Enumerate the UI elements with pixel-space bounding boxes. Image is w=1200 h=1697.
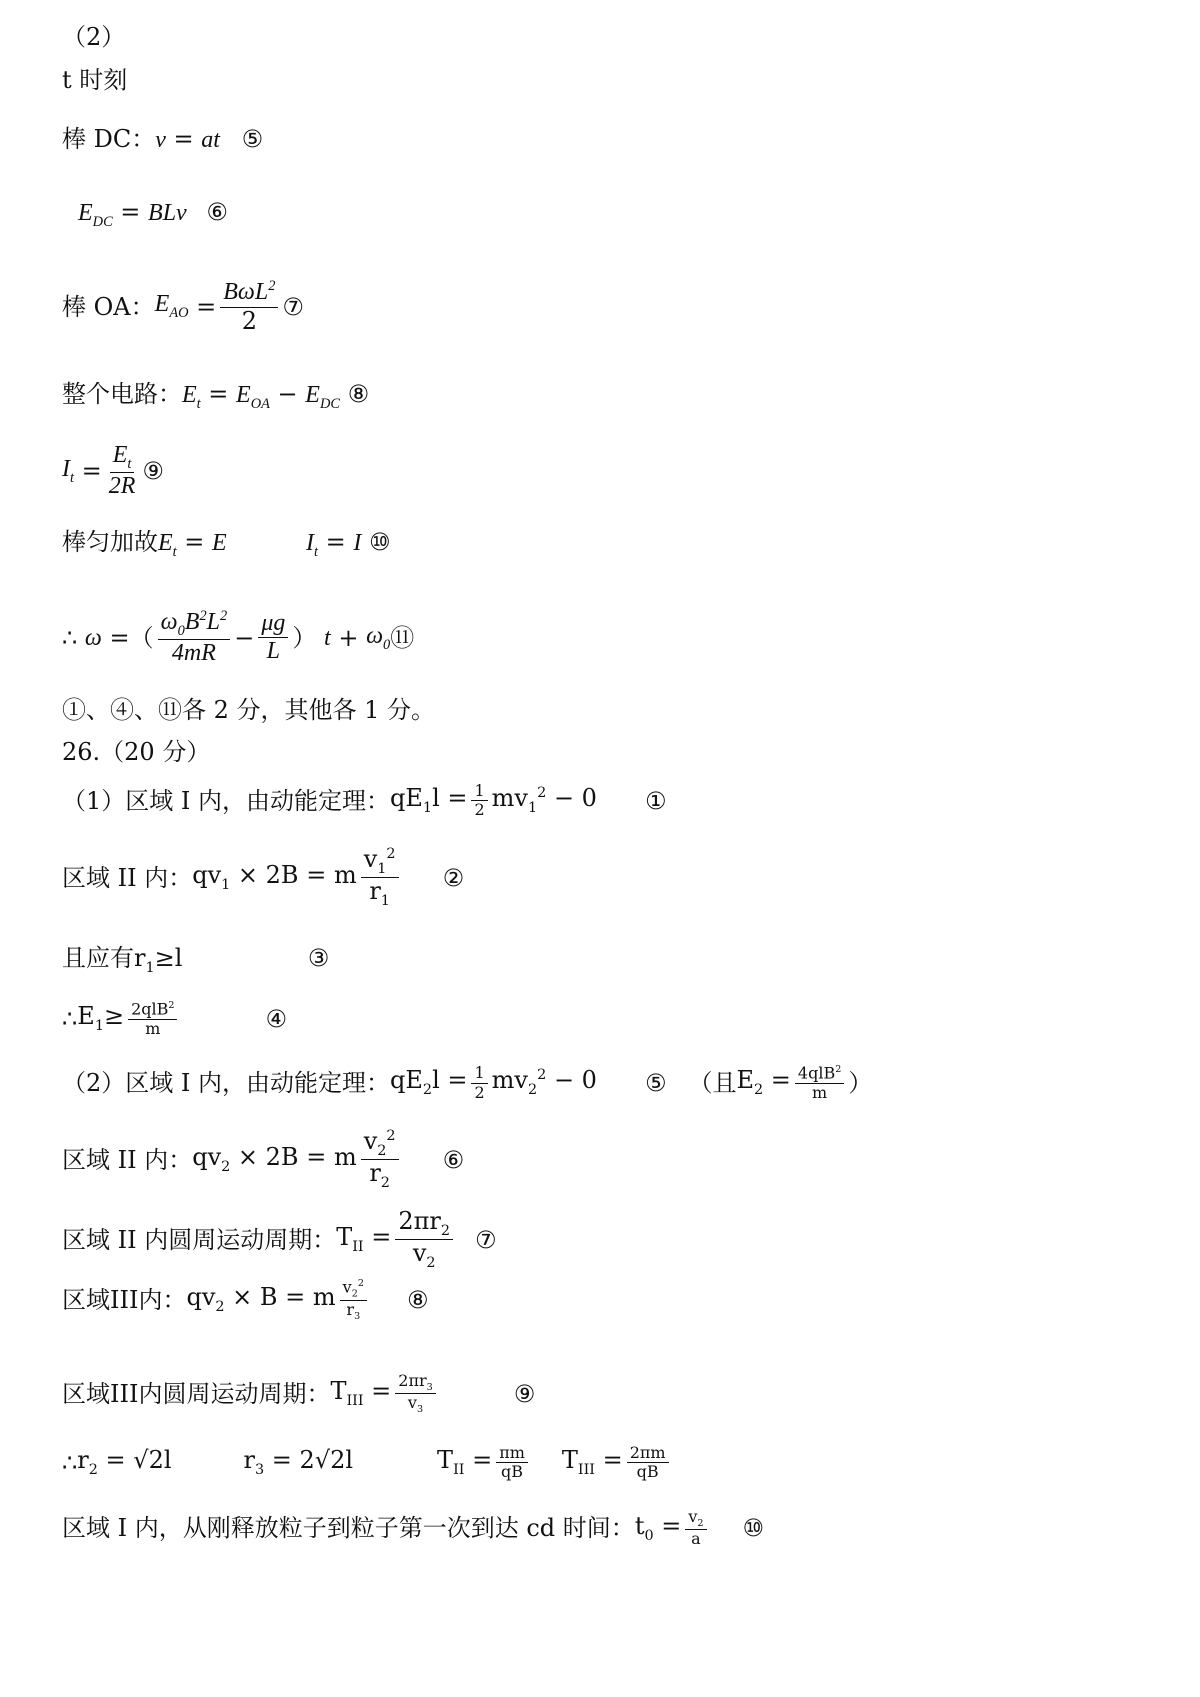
- mark-b10: ⑩: [742, 1514, 765, 1543]
- mark-10: ⑩: [369, 528, 391, 556]
- eq-q26-work-energy-2: （2）区域 I 内，由动能定理： $qE_2l$ = $\frac{1}{2}$ $mv_2^2 - 0$ ⑤ （且 $E_2$ = $\frac{4qlB^2}{m}$ ）: [62, 1063, 873, 1102]
- eq-period-region2: 区域 II 内圆周运动周期： $T_{II}$ = $\frac{2\pi r_2}{v_2}$ ⑦: [62, 1207, 497, 1272]
- eq-results: ∴ $r_2 = √2l$ $r_3 = 2√2l$ $T_{II}$ = $\frac{\pi m}{qB}$ $T_{III}$ = $\frac{2\pi m}{qB}$: [62, 1444, 673, 1482]
- eq-rod-dc-velocity: 棒 DC：v = at ⑤: [62, 125, 264, 153]
- eq-emf-oa: 棒 OA： $E_{AO}$ = $\frac{B\omega L^2}{2}$ ⑦: [62, 278, 304, 335]
- eq-period-region3: 区域III内圆周运动周期： $T_{III}$ = $\frac{2\pi r_3}{v_3}$ ⑨: [62, 1371, 536, 1416]
- eq-emf-dc: $E_{DC}$ = BLv ⑥: [78, 198, 228, 230]
- mark-b8: ⑧: [406, 1285, 429, 1314]
- mark-b6: ⑥: [442, 1145, 465, 1174]
- eq-current: $I_t$ = $\frac{E_t}{2R}$ ⑨: [62, 442, 164, 500]
- eq-uniform-accel: 棒匀加故$E_t = E$ $I_t = I$ ⑩: [62, 528, 391, 560]
- mark-b3: ③: [307, 944, 330, 972]
- mark-11: ⑪: [390, 623, 415, 652]
- mark-b5: ⑤: [644, 1069, 667, 1098]
- mark-5: ⑤: [241, 125, 264, 153]
- mark-6: ⑥: [206, 198, 228, 226]
- q26-header: 26.（20 分）: [62, 738, 211, 766]
- eq-region2-force-1: 区域 II 内： $qv_1 \times 2B = m$ $\frac{v_1^2}{r_1}$ ②: [62, 845, 465, 910]
- eq-omega: ∴ ω =（ $\frac{\omega_0B^2L^2}{4mR}$ − $\frac{\mu g}{L}$ ） t + $\omega_0$ ⑪: [62, 608, 415, 667]
- mark-9: ⑨: [142, 457, 164, 486]
- mark-b7: ⑦: [475, 1225, 497, 1254]
- eq-region2-force-2: 区域 II 内： $qv_2 \times 2B = m$ $\frac{v_2^2}{r_2}$ ⑥: [62, 1127, 465, 1192]
- eq-region3-force: 区域III内： $qv_2 \times B = m$ $\frac{v_2^2}{r_3}$ ⑧: [62, 1277, 429, 1322]
- mark-b2: ②: [442, 863, 465, 892]
- eq-time-t0: 区域 I 内，从刚释放粒子到粒子第一次到达 cd 时间： $t_0$ = $\frac{v_2}{a}$ ⑩: [62, 1507, 765, 1549]
- mark-b1: ①: [644, 786, 667, 815]
- scoring-note: ①、④、⑪各 2 分，其他各 1 分。: [62, 696, 436, 724]
- eq-radius-condition: 且应有$r_1\ge l$ ③: [62, 944, 330, 976]
- mark-8: ⑧: [347, 380, 370, 408]
- eq-e1-min: ∴ $E_1\ge$ $\frac{2qlB^2}{m}$ ④: [62, 999, 287, 1038]
- mark-b9: ⑨: [513, 1379, 536, 1408]
- eq-q26-work-energy-1: （1）区域 I 内，由动能定理： $qE_1l$ = $\frac{1}{2}$ $mv_1^2 - 0$ ①: [62, 781, 667, 820]
- mark-b4: ④: [265, 1005, 287, 1034]
- t-moment: t 时刻: [62, 66, 128, 94]
- mark-7: ⑦: [282, 292, 304, 321]
- eq-total-emf: 整个电路：$E_t = E_{OA} - E_{DC}$ ⑧: [62, 380, 370, 412]
- part2-header: （2）: [62, 23, 126, 51]
